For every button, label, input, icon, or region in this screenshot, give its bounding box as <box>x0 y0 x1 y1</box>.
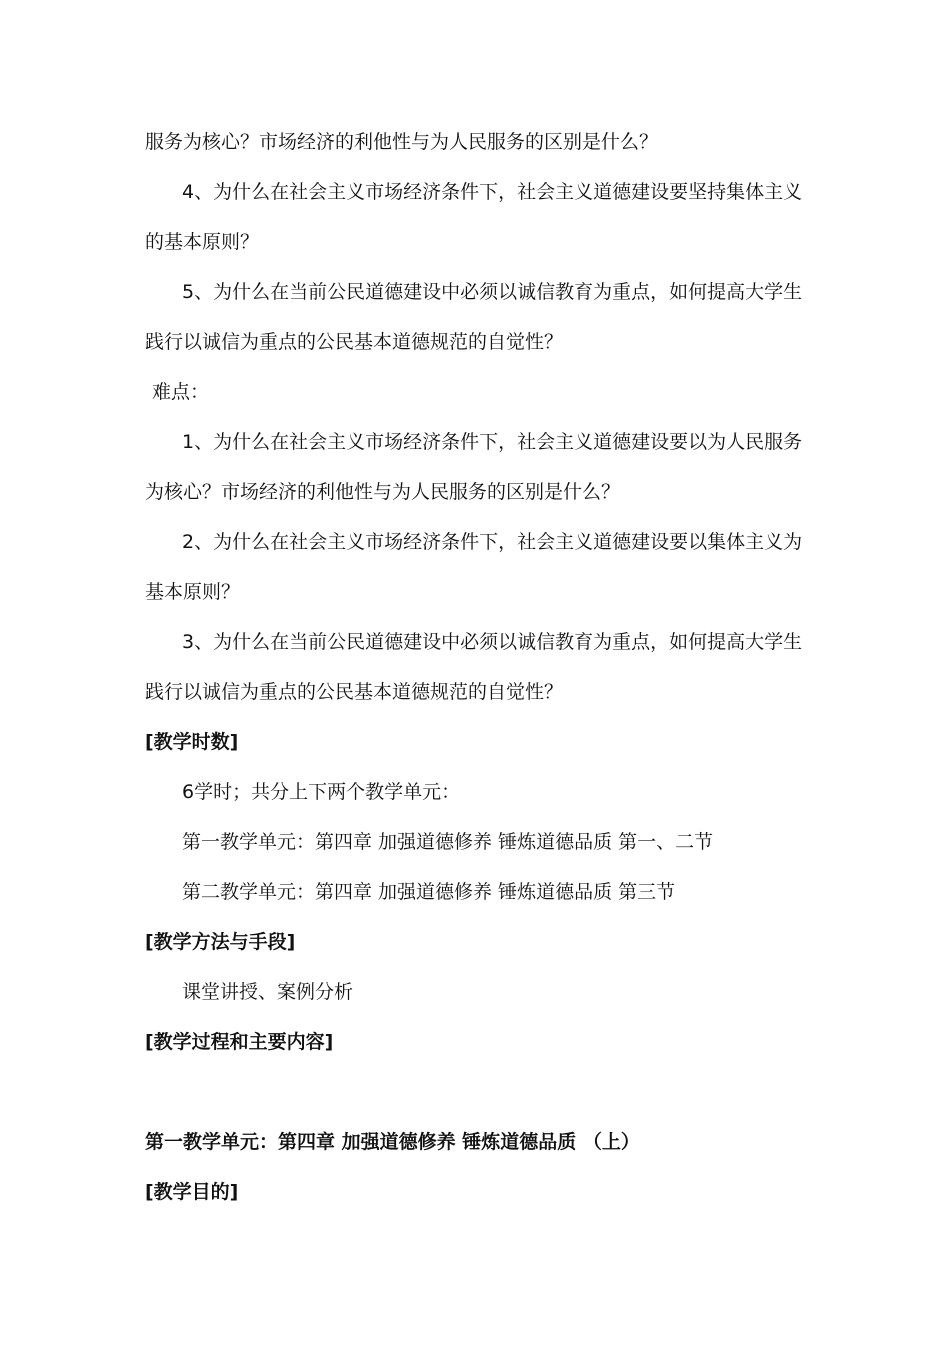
key-point-4-line-2: 的基本原则？ <box>145 231 260 253</box>
difficulties-heading: 难点： <box>152 381 210 403</box>
difficulty-2-line-1: 2、为什么在社会主义市场经济条件下，社会主义道德建设要以集体主义为 <box>182 531 803 553</box>
teaching-objectives-heading: [教学目的] <box>145 1181 239 1203</box>
difficulty-3-line-1: 3、为什么在当前公民道德建设中必须以诚信教育为重点，如何提高大学生 <box>182 631 803 653</box>
teaching-hours-summary: 6学时；共分上下两个教学单元： <box>182 781 461 803</box>
key-point-3-tail: 服务为核心？市场经济的利他性与为人民服务的区别是什么？ <box>145 131 659 153</box>
key-point-5-line-1: 5、为什么在当前公民道德建设中必须以诚信教育为重点，如何提高大学生 <box>182 281 803 303</box>
teaching-process-heading: [教学过程和主要内容] <box>145 1031 334 1053</box>
teaching-methods-content: 课堂讲授、案例分析 <box>182 981 354 1003</box>
difficulty-1-line-1: 1、为什么在社会主义市场经济条件下，社会主义道德建设要以为人民服务 <box>182 431 803 453</box>
teaching-methods-heading: [教学方法与手段] <box>145 931 296 953</box>
teaching-hours-heading: [教学时数] <box>145 731 239 753</box>
difficulty-2-line-2: 基本原则？ <box>145 581 241 603</box>
teaching-unit-2: 第二教学单元：第四章 加强道德修养 锤炼道德品质 第三节 <box>182 881 676 903</box>
teaching-unit-1: 第一教学单元：第四章 加强道德修养 锤炼道德品质 第一、二节 <box>182 831 714 853</box>
difficulty-3-line-2: 践行以诚信为重点的公民基本道德规范的自觉性？ <box>145 681 564 703</box>
unit-one-title: 第一教学单元：第四章 加强道德修养 锤炼道德品质 （上） <box>145 1131 640 1153</box>
difficulty-1-line-2: 为核心？市场经济的利他性与为人民服务的区别是什么？ <box>145 481 621 503</box>
key-point-5-line-2: 践行以诚信为重点的公民基本道德规范的自觉性？ <box>145 331 564 353</box>
key-point-4-line-1: 4、为什么在社会主义市场经济条件下，社会主义道德建设要坚持集体主义 <box>182 181 803 203</box>
